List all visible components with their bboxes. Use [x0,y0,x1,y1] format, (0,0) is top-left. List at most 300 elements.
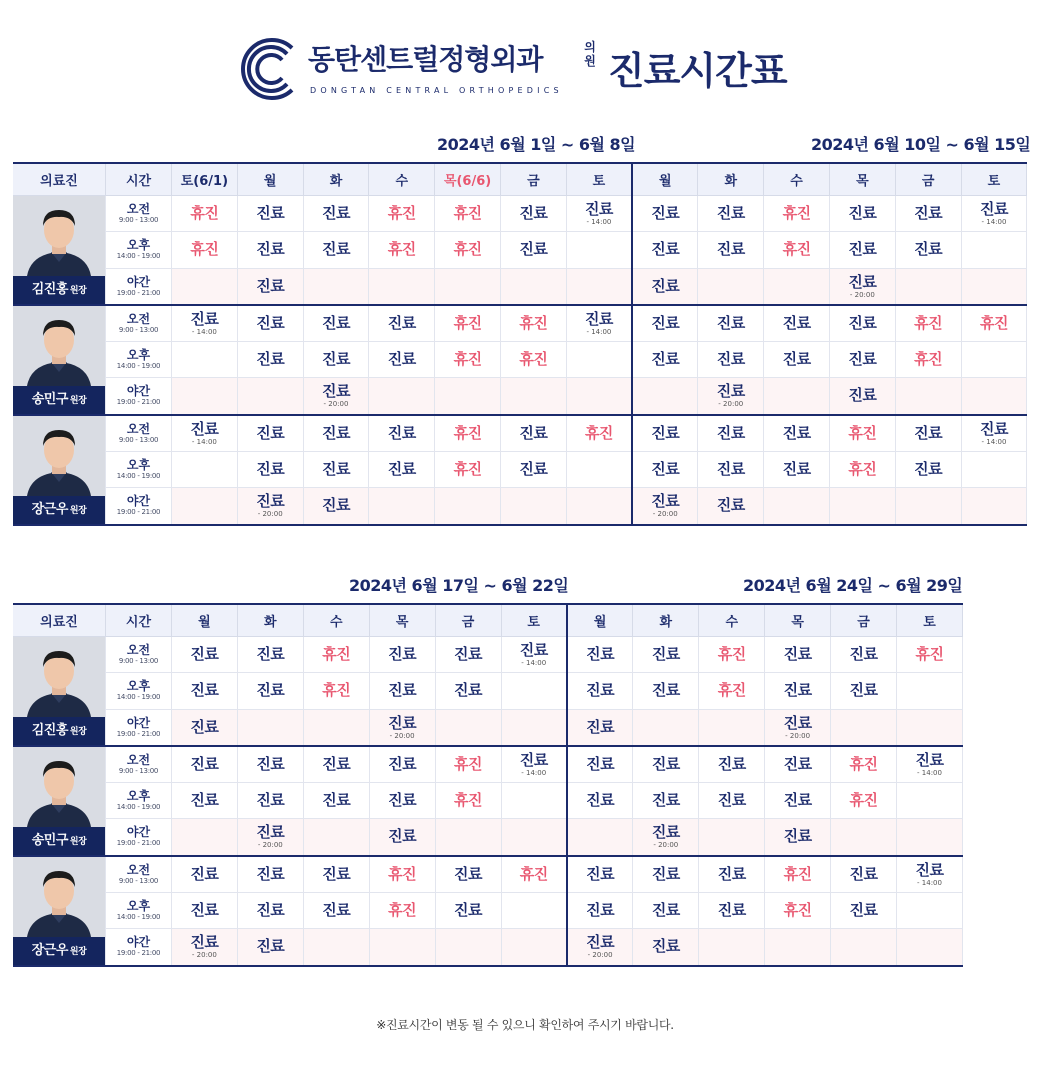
schedule-cell [699,929,765,966]
schedule-cell [171,819,237,856]
time-slot-cell [106,415,172,452]
time-slot-cell [106,673,172,710]
schedule-table [13,162,1027,526]
schedule-cell [895,415,961,452]
schedule-cell [566,378,632,415]
status-open: 진료 [651,644,680,663]
status-open: 진료 [388,644,417,663]
time-slot-cell [106,856,172,893]
schedule-cell [237,451,303,488]
schedule-cell [369,746,435,783]
status-open: 진료 [190,754,219,773]
status-open: 진료 [914,423,943,442]
schedule-cell [897,636,963,673]
schedule-cell [829,305,895,342]
schedule-cell [171,746,237,783]
time-slot-range: 9:00 - 13:00 [118,766,159,775]
status-open: 진료 [454,864,483,883]
status-closed: 휴진 [849,754,878,773]
hours-note: - 20:00 [718,400,744,409]
column-header-doctor: 의료진 [13,604,106,636]
schedule-cell [501,856,567,893]
status-open: 진료 [782,423,811,442]
status-open: 진료 [849,900,878,919]
status-open: 진료 [783,827,812,846]
status-open: 진료 [454,900,483,919]
week-label: 2024년 6월 24일 ~ 6월 29일 [743,576,963,595]
schedule-cell [566,488,632,525]
column-header-day: 월 [632,163,698,195]
schedule-cell [435,819,501,856]
status-open: 진료 [651,864,680,883]
status-open: 진료 [716,459,745,478]
status-open: 진료 [256,790,285,809]
status-open: 진료 [651,349,680,368]
status-open: 진료 [256,754,285,773]
time-slot-range: 19:00 - 21:00 [116,949,161,958]
schedule-cell [435,341,501,378]
hours-note: - 20:00 [849,290,875,299]
time-slot-cell [106,195,172,232]
status-closed: 휴진 [519,349,548,368]
status-open: 진료 [979,419,1008,438]
hours-note: - 20:00 [323,400,349,409]
time-slot-label: 오후 [126,788,151,803]
time-slot-label: 오전 [126,201,151,216]
status-closed: 휴진 [388,900,417,919]
doctor-card [13,857,105,965]
schedule-cell [500,232,566,269]
schedule-cell [171,782,237,819]
status-open: 진료 [256,864,285,883]
schedule-cell [172,415,238,452]
table-header-row [13,604,963,636]
schedule-cell [369,451,435,488]
time-slot-cell [106,378,172,415]
schedule-cell [895,378,961,415]
status-open: 진료 [322,790,351,809]
status-open: 진료 [716,203,745,222]
status-closed: 휴진 [388,864,417,883]
doctor-name-badge [13,386,105,414]
schedule-cell [172,341,238,378]
status-open: 진료 [651,937,680,956]
status-closed: 휴진 [783,900,812,919]
hours-note: - 14:00 [521,768,547,777]
schedule-cell [632,378,698,415]
hours-note: - 14:00 [191,437,217,446]
status-open: 진료 [651,790,680,809]
week-label: 2024년 6월 17일 ~ 6월 22일 [349,576,569,595]
schedule-cell [567,856,633,893]
column-header-day: 수 [699,604,765,636]
table-row [13,195,1027,232]
schedule-cell [699,856,765,893]
schedule-cell [633,709,699,746]
doctor-name-badge [13,496,105,524]
schedule-cell [369,856,435,893]
status-open: 진료 [586,790,615,809]
status-open: 진료 [717,864,746,883]
status-open: 진료 [651,203,680,222]
time-slot-range: 14:00 - 19:00 [116,693,161,702]
status-open: 진료 [586,717,615,736]
status-open: 진료 [388,790,417,809]
schedule-cell [895,232,961,269]
time-slot-range: 14:00 - 19:00 [116,912,161,921]
status-open: 진료 [979,199,1008,218]
column-header-day: 금 [435,604,501,636]
status-open: 진료 [322,349,350,368]
time-slot-range: 9:00 - 13:00 [118,435,159,444]
status-closed: 휴진 [782,203,811,222]
status-open: 진료 [322,864,351,883]
time-slot-label: 오전 [126,421,151,436]
hours-note: - 20:00 [653,841,679,850]
status-closed: 휴진 [519,864,548,883]
time-slot-cell [106,268,172,305]
time-slot-range: 14:00 - 19:00 [116,361,161,370]
schedule-cell [500,305,566,342]
status-closed: 휴진 [848,423,877,442]
time-slot-range: 14:00 - 19:00 [116,252,161,261]
hours-note: - 14:00 [981,437,1007,446]
schedule-cell [369,929,435,966]
status-open: 진료 [586,681,615,700]
schedule-cell [765,819,831,856]
schedule-cell [369,268,435,305]
time-slot-range: 14:00 - 19:00 [116,471,161,480]
column-header-day: 월 [567,604,633,636]
status-open: 진료 [915,750,944,769]
schedule-cell [633,856,699,893]
schedule-cell [237,232,303,269]
status-open: 진료 [190,717,219,736]
status-open: 진료 [322,203,350,222]
status-open: 진료 [848,240,877,259]
schedule-cell [897,892,963,929]
status-closed: 휴진 [914,349,943,368]
status-open: 진료 [651,754,680,773]
status-open: 진료 [783,754,812,773]
time-slot-label: 오후 [126,898,151,913]
column-header-day: 목(6/6) [435,163,501,195]
table-row [13,746,963,783]
week-label: 2024년 6월 10일 ~ 6월 15일 [811,135,1031,154]
schedule-cell [895,488,961,525]
schedule-cell [237,378,303,415]
column-header-day: 화 [698,163,764,195]
schedule-cell [435,232,501,269]
table-row [13,341,1027,378]
schedule-cell [698,268,764,305]
schedule-cell [435,746,501,783]
schedule-cell [897,856,963,893]
status-open: 진료 [256,823,285,842]
column-header-day: 토 [501,604,567,636]
status-open: 진료 [387,313,416,332]
schedule-cell [699,746,765,783]
status-open: 진료 [651,423,680,442]
schedule-cell [895,268,961,305]
schedule-cell [369,195,435,232]
doctor-name-badge [13,276,105,304]
status-open: 진료 [716,382,745,401]
column-header-day: 수 [369,163,435,195]
status-open: 진료 [848,272,877,291]
column-header-day: 월 [171,604,237,636]
status-open: 진료 [651,492,680,511]
status-open: 진료 [519,640,548,659]
time-slot-cell [106,232,172,269]
schedule-cell [895,305,961,342]
schedule-cell [435,892,501,929]
schedule-cell [567,673,633,710]
status-open: 진료 [586,754,615,773]
schedule-cell [698,488,764,525]
schedule-cell [237,782,303,819]
doctor-role: 원장 [69,726,87,737]
table-row [13,415,1027,452]
schedule-cell [698,195,764,232]
column-header-day: 목 [765,604,831,636]
schedule-cell [961,378,1027,415]
time-slot-cell [106,305,172,342]
time-slot-range: 19:00 - 21:00 [116,729,161,738]
doctor-name: 송민구 [31,832,68,848]
schedule-cell [435,929,501,966]
schedule-cell [895,195,961,232]
schedule-cell [500,195,566,232]
schedule-cell [369,673,435,710]
schedule-cell [567,929,633,966]
status-closed: 휴진 [782,240,811,259]
status-open: 진료 [848,203,877,222]
schedule-cell [764,305,830,342]
status-open: 진료 [584,309,613,328]
schedule-cell [897,819,963,856]
column-header-day: 화 [237,604,303,636]
time-slot-label: 야간 [126,935,151,950]
hours-note: - 20:00 [785,731,811,740]
status-open: 진료 [388,681,417,700]
schedule-cell [895,451,961,488]
table-row [13,673,963,710]
doctor-name-badge [13,937,105,965]
schedule-cell [172,378,238,415]
schedule-cell [237,415,303,452]
schedule-cell [632,268,698,305]
schedule-cell [303,636,369,673]
schedule-cell [171,709,237,746]
schedule-cell [699,636,765,673]
status-closed: 휴진 [453,349,482,368]
time-slot-cell [106,892,172,929]
status-closed: 휴진 [453,240,482,259]
schedule-cell [633,746,699,783]
time-slot-label: 오전 [126,862,151,877]
schedule-cell [961,268,1027,305]
schedule-cell [632,415,698,452]
schedule-cell [831,636,897,673]
schedule-cell [632,195,698,232]
doctor-cell [13,746,106,856]
schedule-cell [829,268,895,305]
doctor-name: 송민구 [31,391,68,407]
table-row [13,929,963,966]
status-closed: 휴진 [453,459,482,478]
time-slot-range: 14:00 - 19:00 [116,802,161,811]
schedule-cell [172,232,238,269]
table-row [13,782,963,819]
schedule-cell [369,232,435,269]
time-slot-range: 19:00 - 21:00 [116,839,161,848]
time-slot-range: 19:00 - 21:00 [116,508,161,517]
column-header-day: 토 [897,604,963,636]
clinic-english-name: DONGTAN CENTRAL ORTHOPEDICS [310,86,563,95]
time-slot-range: 9:00 - 13:00 [118,215,159,224]
table-row [13,636,963,673]
status-open: 진료 [915,860,944,879]
status-open: 진료 [783,681,812,700]
status-open: 진료 [256,937,285,956]
schedule-cell [698,305,764,342]
schedule-cell [303,268,369,305]
schedule-cell [303,746,369,783]
doctor-name: 김진홍 [31,281,68,297]
schedule-cell [237,636,303,673]
status-open: 진료 [454,644,483,663]
table-row [13,305,1027,342]
schedule-cell [237,305,303,342]
time-slot-cell [106,636,172,673]
schedule-cell [633,636,699,673]
time-slot-label: 오후 [126,457,151,472]
hours-note: - 14:00 [981,217,1007,226]
schedule-cell [961,305,1027,342]
status-open: 진료 [849,864,878,883]
schedule-cell [633,892,699,929]
schedule-cell [567,709,633,746]
schedule-cell [698,341,764,378]
status-closed: 휴진 [454,754,483,773]
time-slot-label: 야간 [126,825,151,840]
schedule-cell [500,488,566,525]
status-open: 진료 [586,864,615,883]
schedule-cell [831,782,897,819]
schedule-cell [829,195,895,232]
schedule-cell [764,488,830,525]
status-closed: 휴진 [717,644,746,663]
time-slot-range: 19:00 - 21:00 [116,398,161,407]
hours-note: - 20:00 [389,731,415,740]
column-header-day: 금 [500,163,566,195]
schedule-cell [303,415,369,452]
schedule-cell [237,488,303,525]
table-row [13,268,1027,305]
schedule-cell [303,709,369,746]
schedule-cell [435,636,501,673]
schedule-cell [764,451,830,488]
schedule-cell [764,378,830,415]
time-slot-cell [106,488,172,525]
status-open: 진료 [586,900,615,919]
schedule-cell [633,673,699,710]
status-open: 진료 [651,900,680,919]
status-closed: 휴진 [783,864,812,883]
schedule-cell [303,232,369,269]
schedule-cell [698,451,764,488]
hours-note: - 20:00 [257,510,283,519]
schedule-cell [303,488,369,525]
schedule-cell [961,195,1027,232]
hours-note: - 14:00 [586,327,612,336]
status-open: 진료 [519,750,548,769]
schedule-cell [171,636,237,673]
table-row [13,488,1027,525]
doctor-card [13,306,105,414]
schedule-cell [699,892,765,929]
time-slot-label: 오후 [126,679,151,694]
status-open: 진료 [256,644,285,663]
doctor-name: 김진홍 [31,722,68,738]
schedule-cell [831,673,897,710]
status-closed: 휴진 [454,790,483,809]
schedule-cell [171,892,237,929]
status-open: 진료 [387,349,416,368]
schedule-cell [831,709,897,746]
status-open: 진료 [783,644,812,663]
status-closed: 휴진 [190,203,219,222]
status-open: 진료 [190,790,219,809]
schedule-cell [567,819,633,856]
schedule-cell [765,929,831,966]
status-open: 진료 [716,313,745,332]
schedule-cell [369,305,435,342]
status-open: 진료 [256,423,285,442]
time-slot-label: 오전 [126,311,151,326]
doctor-card [13,416,105,524]
status-open: 진료 [716,349,745,368]
status-open: 진료 [782,349,811,368]
doctor-role: 원장 [69,285,87,296]
schedule-cell [237,268,303,305]
time-slot-label: 오전 [126,752,151,767]
schedule-cell [897,782,963,819]
hours-note: - 20:00 [257,841,283,850]
column-header-day: 목 [829,163,895,195]
column-header-doctor: 의료진 [13,163,106,195]
status-open: 진료 [256,900,285,919]
status-open: 진료 [190,864,219,883]
clinic-name: 동탄센트럴정형외과 [308,43,543,76]
time-slot-cell [106,782,172,819]
schedule-cell [897,673,963,710]
schedule-cell [303,673,369,710]
schedule-cell [764,195,830,232]
status-open: 진료 [256,459,285,478]
time-slot-range: 9:00 - 13:00 [118,325,159,334]
schedule-cell [435,488,501,525]
schedule-cell [435,856,501,893]
status-open: 진료 [848,313,877,332]
status-open: 진료 [387,423,416,442]
status-closed: 휴진 [849,790,878,809]
schedule-cell [566,341,632,378]
schedule-cell [895,341,961,378]
status-closed: 휴진 [519,313,548,332]
time-slot-cell [106,451,172,488]
